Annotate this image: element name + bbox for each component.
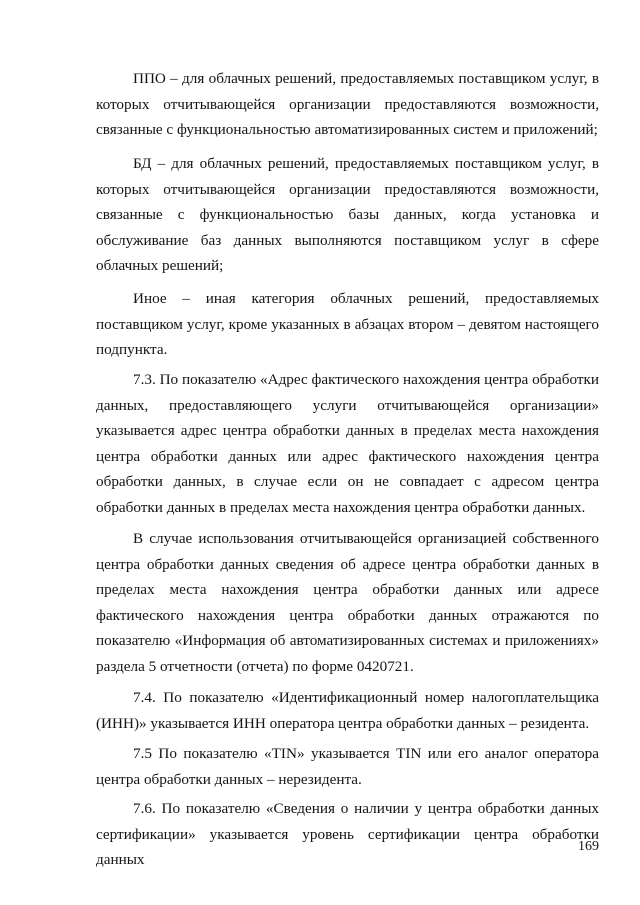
page-number: 169 bbox=[578, 839, 599, 854]
paragraph-other: Иное – иная категория облачных решений, предоставляемых поставщиком услуг, кроме указанных в абзацах втором – девятом настоящего подпункта. bbox=[96, 290, 599, 359]
paragraph-7-4: 7.4. По показателю «Идентификационный номер налогоплательщика (ИНН)» указывается ИНН оператора центра обработки данных – резидента. bbox=[96, 689, 599, 732]
paragraph-7-6: 7.6. По показателю «Сведения о наличии у центра обработки данных сертификации» указывается уровень сертификации центра обработки данных bbox=[96, 800, 599, 869]
paragraph-bd: БД – для облачных решений, предоставляемых поставщиком услуг, в которых отчитывающейся организации предоставляются возможности, связанные с функциональностью базы данных, когда установка и обслуживание баз данных выполняются поставщиком услуг в сфере облачных решений; bbox=[96, 155, 599, 275]
paragraph-ppo: ППО – для облачных решений, предоставляемых поставщиком услуг, в которых отчитывающейся организации предоставляются возможности, связанные с функциональностью автоматизированных систем и приложений; bbox=[96, 70, 599, 139]
paragraph-own-dpc: В случае использования отчитывающейся организацией собственного центра обработки данных сведения об адресе центра обработки данных в пределах места нахождения центра обработки данных или адресе фактического нахождения центра обработки данных отражаются по показателю «Информация об автоматизированных системах и приложениях» раздела 5 отчетности (отчета) по форме 0420721. bbox=[96, 530, 599, 675]
paragraph-7-3: 7.3. По показателю «Адрес фактического нахождения центра обработки данных, предоставляющего услуги отчитывающейся организации» указывается адрес центра обработки данных в пределах места нахождения центра обработки данных или адрес фактического нахождения центра обработки данных, в случае если он не совпадает с адресом центра обработки данных в пределах места нахождения центра обработки данных. bbox=[96, 371, 599, 516]
paragraph-7-5: 7.5 По показателю «TIN» указывается TIN или его аналог оператора центра обработки данных – нерезидента. bbox=[96, 745, 599, 788]
